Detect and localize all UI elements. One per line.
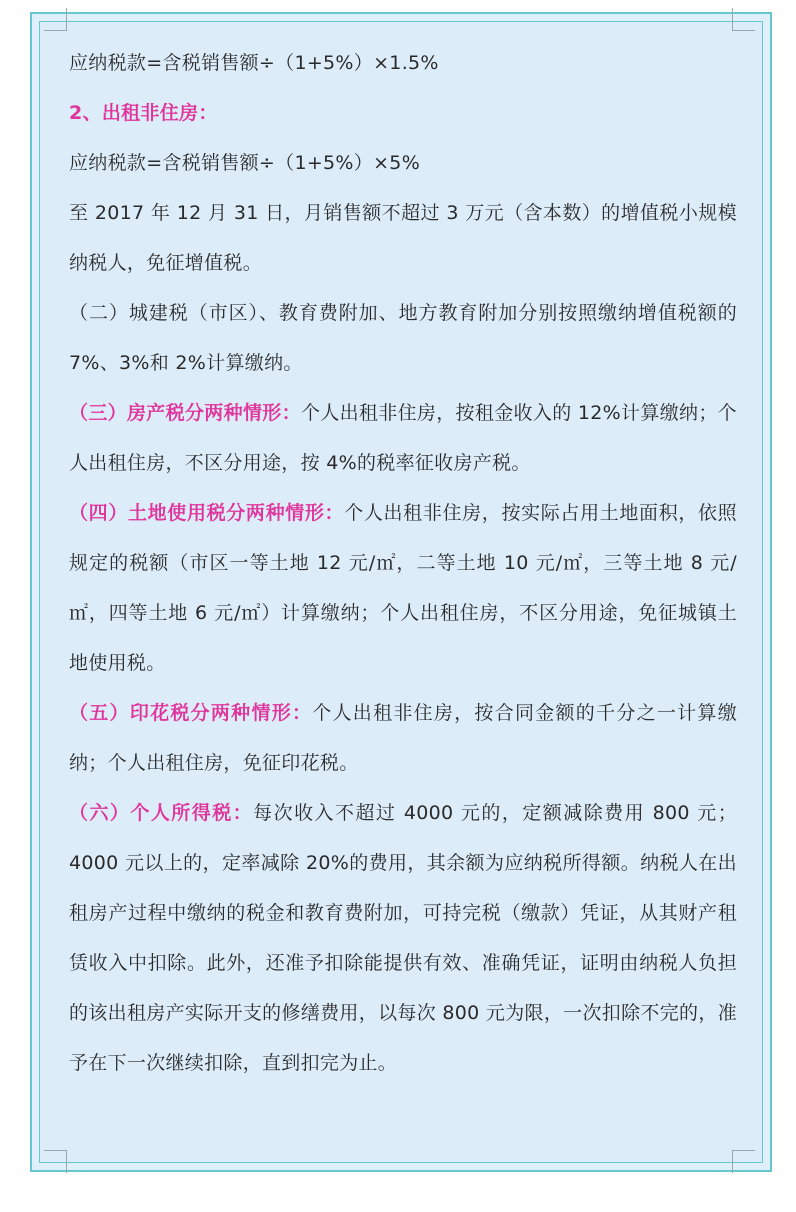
paragraph-property-tax <box>69 388 737 488</box>
section-heading-non-residential: 2、出租非住房： <box>69 102 218 124</box>
crop-mark-top-left <box>44 8 67 31</box>
paragraph-income-tax <box>69 788 737 1088</box>
heading-property-tax: （三）房产税分两种情形： <box>69 402 301 424</box>
paragraph-urban-tax: （二）城建税（市区）、教育费附加、地方教育附加分别按照缴纳增值税额的 7%、3%和 2%计算缴纳。 <box>69 302 737 374</box>
heading-land-use-tax: （四）土地使用税分两种情形： <box>69 502 345 524</box>
paragraph-land-use-tax <box>69 488 737 688</box>
crop-mark-bottom-left <box>44 1150 67 1173</box>
text-property-tax: 个人出租非住房，按租金收入的 12%计算缴纳；个人出租住房，不区分用途，按 4%的税率征收房产税。 <box>69 402 737 474</box>
formula-line-1: 应纳税款=含税销售额÷（1+5%）×1.5% <box>69 52 439 74</box>
paragraph-vat-exemption: 至 2017 年 12 月 31 日，月销售额不超过 3 万元（含本数）的增值税小规模纳税人，免征增值税。 <box>69 202 737 274</box>
document-body <box>69 38 737 1088</box>
crop-mark-top-right <box>732 8 755 31</box>
text-land-use-tax: 个人出租非住房，按实际占用土地面积，依照规定的税额（市区一等土地 12 元/㎡，二等土地 10 元/㎡，三等土地 8 元/㎡，四等土地 6 元/㎡）计算缴纳；个人出租住房，不区分用途，免征城镇土地使用税。 <box>69 502 737 674</box>
formula-line-2: 应纳税款=含税销售额÷（1+5%）×5% <box>69 152 421 174</box>
text-income-tax: 每次收入不超过 4000 元的，定额减除费用 800 元；4000 元以上的，定率减除 20%的费用，其余额为应纳税所得额。纳税人在出租房产过程中缴纳的税金和教育费附加，可持完税（缴款）凭证，从其财产租赁收入中扣除。此外，还准予扣除能提供有效、准确凭证，证明由纳税人负担的该出租房产实际开支的修缮费用，以每次 800 元为限，一次扣除不完的，准予在下一次继续扣除，直到扣完为止。 <box>69 802 738 1074</box>
paragraph-stamp-tax <box>69 688 737 788</box>
heading-income-tax: （六）个人所得税： <box>69 802 254 824</box>
text-stamp-tax: 个人出租非住房，按合同金额的千分之一计算缴纳；个人出租住房，免征印花税。 <box>69 702 737 774</box>
heading-stamp-tax: （五）印花税分两种情形： <box>69 702 313 724</box>
crop-mark-bottom-right <box>732 1150 755 1173</box>
